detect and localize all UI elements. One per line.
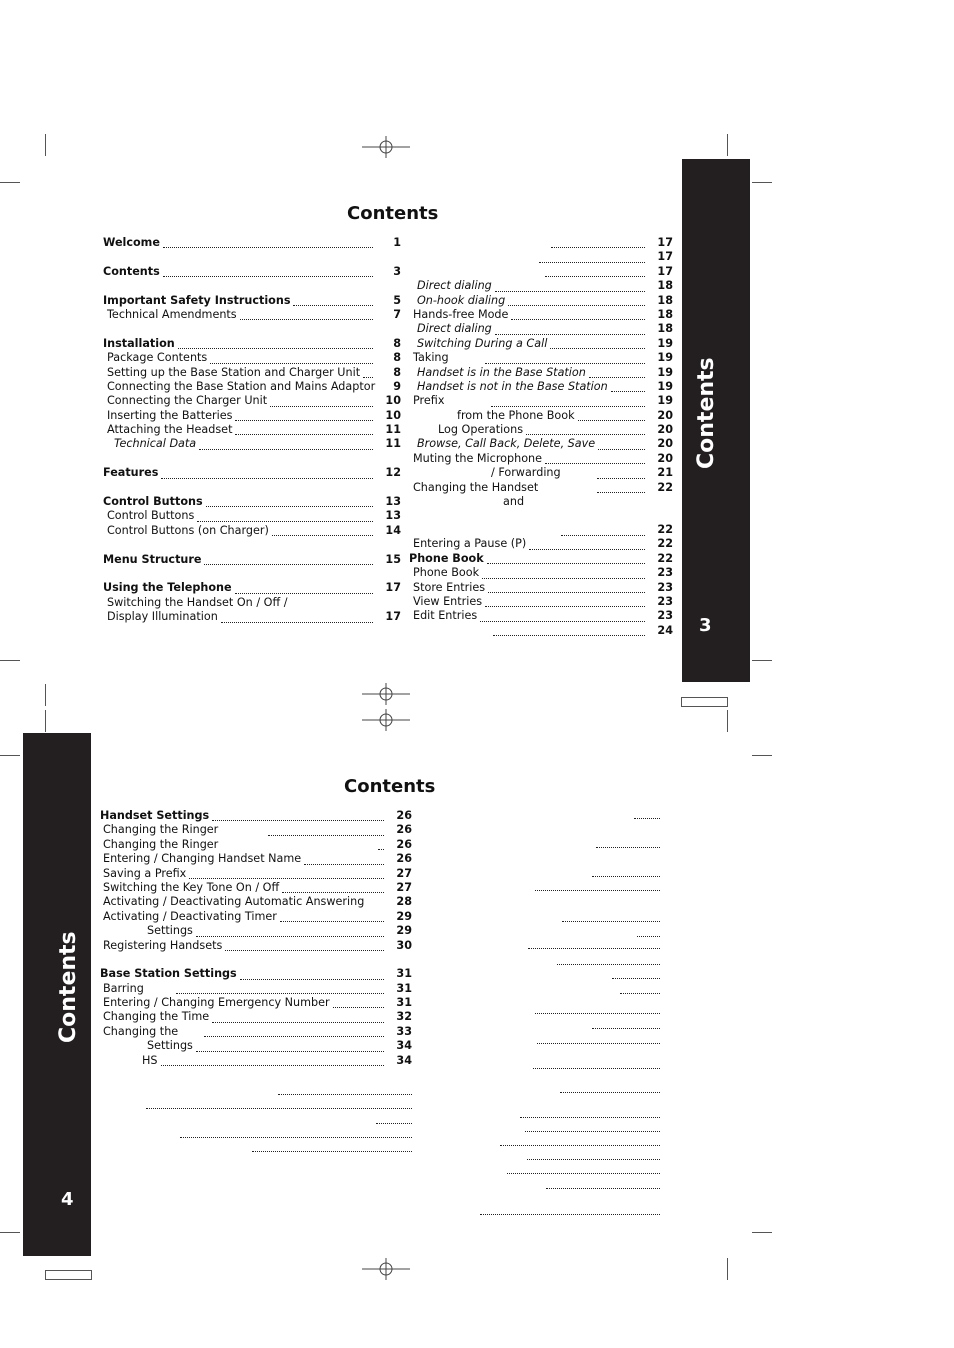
dot-leader	[363, 363, 373, 378]
toc-entry-page: 22	[657, 551, 673, 565]
toc-entry-page: 5	[393, 293, 401, 307]
dot-leader	[529, 534, 645, 549]
toc-entry[interactable]	[103, 610, 401, 624]
dot-leader	[527, 1159, 660, 1160]
toc-entry-title: Technical Amendments	[107, 307, 237, 321]
toc-entry-page: 17	[385, 581, 401, 595]
toc-entry-page: 10	[385, 394, 401, 408]
dot-leader	[539, 247, 645, 262]
toc-entry[interactable]	[103, 553, 401, 567]
toc-entry-title: Switching the Key Tone On / Off	[103, 880, 280, 894]
crop-mark	[752, 1232, 772, 1233]
dot-leader	[235, 420, 373, 435]
dot-leader	[146, 1094, 412, 1109]
toc-left-column	[100, 809, 412, 1154]
dot-leader	[176, 979, 384, 994]
toc-entry[interactable]	[100, 1140, 412, 1154]
toc-entry-page: 23	[657, 594, 673, 608]
toc-entry-page: 31	[396, 981, 412, 995]
registration-mark-icon	[362, 136, 410, 158]
dot-leader	[199, 434, 373, 449]
toc-entry-title: Important Safety Instructions	[103, 293, 291, 307]
dot-leader	[535, 890, 660, 891]
toc-entry-page: 8	[393, 351, 401, 365]
toc-entry-page: 20	[657, 451, 673, 465]
toc-entry-page: 14	[385, 523, 401, 537]
toc-entry-page: 9	[393, 379, 401, 393]
dot-leader	[235, 406, 373, 421]
dot-leader	[535, 1013, 660, 1014]
toc-entry-page: 22	[657, 523, 673, 537]
dot-leader	[485, 592, 645, 607]
crop-box	[681, 697, 728, 707]
toc-entry-title: Muting the Microphone	[413, 451, 543, 465]
toc-entry-page: 12	[385, 466, 401, 480]
toc-entry-page: 18	[657, 322, 673, 336]
dot-leader	[557, 964, 660, 965]
toc-entry-title: Edit Entries	[413, 609, 478, 623]
toc-entry-page: 20	[657, 437, 673, 451]
dot-leader	[528, 948, 660, 949]
dot-leader	[282, 878, 384, 893]
crop-mark	[752, 660, 772, 661]
toc-entry-page: 26	[396, 852, 412, 866]
toc-entry-page: 20	[657, 423, 673, 437]
toc-entry-title: Control Buttons	[103, 495, 203, 509]
toc-entry[interactable]	[413, 509, 673, 537]
toc-entry-title: Registering Handsets	[103, 938, 223, 952]
crop-mark	[45, 684, 46, 706]
dot-leader	[485, 348, 645, 363]
toc-entry-title: and	[503, 495, 525, 509]
toc-entry-title: Using the Telephone	[103, 581, 232, 595]
toc-entry-page: 11	[385, 423, 401, 437]
dot-leader	[240, 305, 373, 320]
toc-entry-title: Barring	[103, 981, 144, 995]
toc-entry-title: Phone Book	[413, 566, 480, 580]
toc-entry[interactable]	[103, 437, 401, 451]
dot-leader	[507, 1173, 660, 1174]
toc-entry[interactable]	[413, 624, 673, 638]
toc-entry-page: 18	[657, 293, 673, 307]
dot-leader	[196, 921, 384, 936]
toc-entry-page: 19	[657, 365, 673, 379]
toc-entry-title: Welcome	[103, 236, 160, 249]
toc-entry-title: Setting up the Base Station and Charger Unit	[107, 365, 361, 379]
toc-entry-page: 8	[393, 336, 401, 350]
toc-entry-page: 23	[657, 580, 673, 594]
toc-entry-page: 1	[393, 236, 401, 249]
toc-entry-page: 8	[393, 365, 401, 379]
dot-leader	[212, 806, 384, 821]
toc-entry-title: Hands-free Mode	[413, 307, 509, 321]
toc-entry-title: Technical Data	[114, 437, 197, 451]
toc-entry-title: from the Phone Book	[457, 408, 575, 422]
toc-entry[interactable]	[100, 881, 412, 895]
toc-entry-title: Saving a Prefix	[103, 866, 187, 880]
dot-leader	[482, 563, 645, 578]
toc-entry-title: Inserting the Batteries	[107, 408, 233, 422]
dot-leader	[225, 936, 384, 951]
dot-leader	[537, 1043, 660, 1044]
toc-entry-title: Handset Settings	[100, 809, 210, 822]
toc-entry-page: 22	[657, 480, 673, 494]
dot-leader	[598, 434, 645, 449]
toc-entry-title: Contents	[103, 264, 160, 278]
toc-entry-title: Browse, Call Back, Delete, Save	[417, 437, 596, 451]
crop-mark	[0, 182, 20, 183]
toc-entry-title: Changing the Ringer	[103, 837, 219, 851]
toc-entry-page: 11	[385, 437, 401, 451]
toc-entry-page: 30	[396, 938, 412, 952]
toc-entry-title: Store Entries	[413, 580, 486, 594]
toc-entry-title: Control Buttons	[107, 509, 195, 523]
toc-entry-page: 32	[396, 1010, 412, 1024]
toc-entry-page: 10	[385, 408, 401, 422]
dot-leader	[620, 993, 660, 994]
dot-leader	[592, 1028, 660, 1029]
dot-leader	[268, 820, 384, 835]
dot-leader	[545, 262, 645, 277]
dot-leader	[550, 334, 645, 349]
toc-entry-page: 20	[657, 408, 673, 422]
toc-entry-title: Settings	[147, 924, 193, 938]
dot-leader	[495, 276, 645, 291]
toc-entry-title: Installation	[103, 336, 175, 350]
toc-entry-title: View Entries	[413, 594, 483, 608]
toc-entry-page: 17	[657, 236, 673, 249]
toc-entry[interactable]	[103, 308, 401, 322]
toc-entry-title: Entering / Changing Emergency Number	[103, 996, 330, 1010]
dot-leader	[197, 506, 373, 521]
dot-leader	[280, 907, 384, 922]
side-tab	[682, 159, 750, 682]
dot-leader	[163, 262, 373, 277]
crop-mark	[752, 755, 772, 756]
dot-leader	[546, 1188, 660, 1189]
toc-entry-page: 26	[396, 809, 412, 822]
toc-entry-title: / Forwarding	[491, 466, 561, 480]
toc-entry-title: Connecting the Base Station and Mains Adaptor	[107, 379, 376, 393]
dot-leader	[597, 478, 645, 493]
toc-entry-page: 13	[385, 509, 401, 523]
dot-leader	[378, 835, 384, 850]
toc-entry-title: Settings	[147, 1039, 193, 1053]
toc-entry-page: 19	[657, 351, 673, 365]
dot-leader	[560, 1092, 660, 1093]
dot-leader	[161, 463, 373, 478]
toc-entry-page: 23	[657, 609, 673, 623]
dot-leader	[491, 391, 645, 406]
crop-mark	[727, 134, 728, 156]
toc-entry-page: 17	[657, 264, 673, 278]
crop-mark	[0, 755, 20, 756]
toc-entry[interactable]	[413, 481, 673, 495]
toc-entry-title: Changing the Handset	[413, 480, 539, 494]
dot-leader	[278, 1079, 412, 1094]
toc-entry-title: Taking	[413, 351, 449, 365]
toc-entry-page: 19	[657, 379, 673, 393]
toc-entry-title: Entering / Changing Handset Name	[103, 852, 302, 866]
toc-entry-page: 23	[657, 566, 673, 580]
toc-left-column	[103, 236, 401, 625]
toc-entry-page: 19	[657, 394, 673, 408]
toc-entry-title: Handset is not in the Base Station	[417, 379, 608, 393]
dot-leader	[562, 921, 660, 922]
toc-entry-title: Entering a Pause (P)	[413, 537, 527, 551]
toc-entry-page: 22	[657, 537, 673, 551]
dot-leader	[493, 621, 645, 636]
toc-entry-title: Handset is in the Base Station	[417, 365, 586, 379]
toc-entry-title: Base Station Settings	[100, 967, 237, 981]
page-title: Contents	[344, 776, 436, 797]
dot-leader	[180, 1123, 412, 1138]
toc-entry-page: 19	[657, 336, 673, 350]
registration-mark-icon	[362, 709, 410, 731]
toc-entry-title: Attaching the Headset	[107, 423, 233, 437]
dot-leader	[376, 1108, 412, 1123]
toc-entry-title: Package Contents	[107, 351, 208, 365]
page-number: 3	[699, 615, 712, 636]
side-tab-label: Contents	[694, 357, 719, 469]
dot-leader	[270, 391, 373, 406]
dot-leader	[634, 818, 660, 819]
dot-leader	[221, 607, 373, 622]
toc-entry-page: 27	[396, 880, 412, 894]
registration-mark-icon	[362, 1258, 410, 1280]
dot-leader	[189, 864, 384, 879]
toc-entry-title: Prefix	[413, 394, 445, 408]
dot-leader	[333, 993, 384, 1008]
dot-leader	[578, 406, 645, 421]
toc-entry-title: Direct dialing	[417, 322, 492, 336]
dot-leader	[487, 549, 645, 564]
toc-entry-title: On-hook dialing	[417, 293, 506, 307]
crop-mark	[0, 1232, 20, 1233]
page-number: 4	[61, 1189, 74, 1210]
crop-box	[45, 1270, 92, 1280]
toc-entry-title: Direct dialing	[417, 279, 492, 293]
dot-leader	[304, 849, 384, 864]
toc-entry-page: 26	[396, 837, 412, 851]
registration-mark-icon	[362, 683, 410, 705]
toc-entry-page: 34	[396, 1039, 412, 1053]
dot-leader	[592, 876, 660, 877]
toc-entry-page: 24	[657, 623, 673, 637]
crop-mark	[727, 1258, 728, 1280]
toc-entry-page: 27	[396, 866, 412, 880]
toc-entry-title: Control Buttons (on Charger)	[107, 523, 269, 537]
side-tab-label: Contents	[56, 931, 81, 1043]
dot-leader	[611, 377, 645, 392]
dot-leader	[178, 334, 373, 349]
toc-entry-page: 13	[385, 495, 401, 509]
crop-mark	[0, 660, 20, 661]
dot-leader	[508, 291, 645, 306]
dot-leader	[495, 319, 645, 334]
toc-entry-page: 26	[396, 823, 412, 837]
toc-entry-page: 7	[393, 307, 401, 321]
dot-leader	[161, 1051, 384, 1066]
toc-entry[interactable]	[100, 939, 412, 953]
toc-entry[interactable]	[103, 366, 401, 380]
dot-leader	[525, 1131, 660, 1132]
dot-leader	[235, 578, 373, 593]
toc-entry-page: 28	[396, 895, 412, 909]
toc-entry-page: 31	[396, 967, 412, 981]
dot-leader	[545, 449, 645, 464]
toc-entry-page: 29	[396, 924, 412, 938]
toc-entry-title: HS	[142, 1053, 158, 1067]
toc-entry-page: 3	[393, 264, 401, 278]
toc-entry-title: Changing the Ringer	[103, 823, 219, 837]
dot-leader	[210, 348, 373, 363]
toc-entry-page: 29	[396, 909, 412, 923]
dot-leader	[511, 305, 645, 320]
toc-entry-title: Activating / Deactivating Timer	[103, 909, 277, 923]
dot-leader	[480, 1214, 660, 1215]
dot-leader	[526, 420, 645, 435]
dot-leader	[520, 1117, 660, 1118]
toc-entry-title: Log Operations	[438, 423, 524, 437]
toc-entry[interactable]	[103, 351, 401, 365]
toc-entry-page: 31	[396, 996, 412, 1010]
dot-leader	[272, 521, 373, 536]
dot-leader	[240, 964, 384, 979]
toc-entry[interactable]	[103, 581, 401, 595]
dot-leader	[612, 978, 660, 979]
dot-leader	[533, 1068, 660, 1069]
toc-entry-page: 17	[657, 250, 673, 264]
toc-entry-title: Switching the Handset On / Off /	[107, 595, 288, 609]
toc-entry-page: 15	[385, 552, 401, 566]
toc-entry-page: 34	[396, 1053, 412, 1067]
dot-leader	[163, 233, 373, 248]
dot-leader	[206, 492, 373, 507]
dot-leader	[480, 606, 645, 621]
dot-leader	[589, 363, 645, 378]
dot-leader	[596, 847, 660, 848]
toc-entry-title: Changing the Time	[103, 1010, 210, 1024]
toc-entry-title: Connecting the Charger Unit	[107, 394, 268, 408]
dot-leader	[637, 936, 660, 937]
toc-entry-page: 21	[657, 466, 673, 480]
crop-mark	[727, 710, 728, 732]
toc-entry-title: Menu Structure	[103, 552, 202, 566]
toc-entry-title: Phone Book	[409, 551, 484, 565]
toc-entry[interactable]	[100, 1097, 412, 1111]
toc-entry[interactable]	[100, 1054, 412, 1068]
toc-entry-title: Changing the	[103, 1024, 179, 1038]
toc-entry[interactable]	[103, 524, 401, 538]
dot-leader	[551, 233, 645, 248]
crop-mark	[45, 710, 46, 732]
dot-leader	[204, 550, 373, 565]
toc-entry[interactable]	[103, 265, 401, 279]
page-title: Contents	[347, 203, 439, 224]
toc-entry-title: Switching During a Call	[417, 336, 548, 350]
toc-right-column	[409, 236, 673, 638]
dot-leader	[293, 291, 373, 306]
dot-leader	[204, 1022, 384, 1037]
dot-leader	[252, 1137, 412, 1152]
toc-entry[interactable]	[100, 823, 412, 837]
toc-entry-title: Display Illumination	[107, 610, 218, 624]
toc-entry-title: Features	[103, 466, 159, 480]
dot-leader	[500, 1145, 660, 1146]
toc-entry-page: 33	[396, 1024, 412, 1038]
toc-entry[interactable]	[413, 495, 673, 509]
dot-leader	[196, 1036, 384, 1051]
dot-leader	[212, 1007, 384, 1022]
toc-entry-page: 17	[385, 610, 401, 624]
toc-entry[interactable]	[103, 236, 401, 250]
crop-mark	[752, 182, 772, 183]
side-tab	[23, 733, 91, 1256]
toc-entry-page: 18	[657, 279, 673, 293]
crop-mark	[45, 134, 46, 156]
toc-entry[interactable]	[103, 466, 401, 480]
toc-entry-page: 18	[657, 307, 673, 321]
dot-leader	[597, 463, 645, 478]
toc-entry-title: Activating / Deactivating Automatic Answering	[103, 895, 365, 909]
dot-leader	[488, 578, 645, 593]
